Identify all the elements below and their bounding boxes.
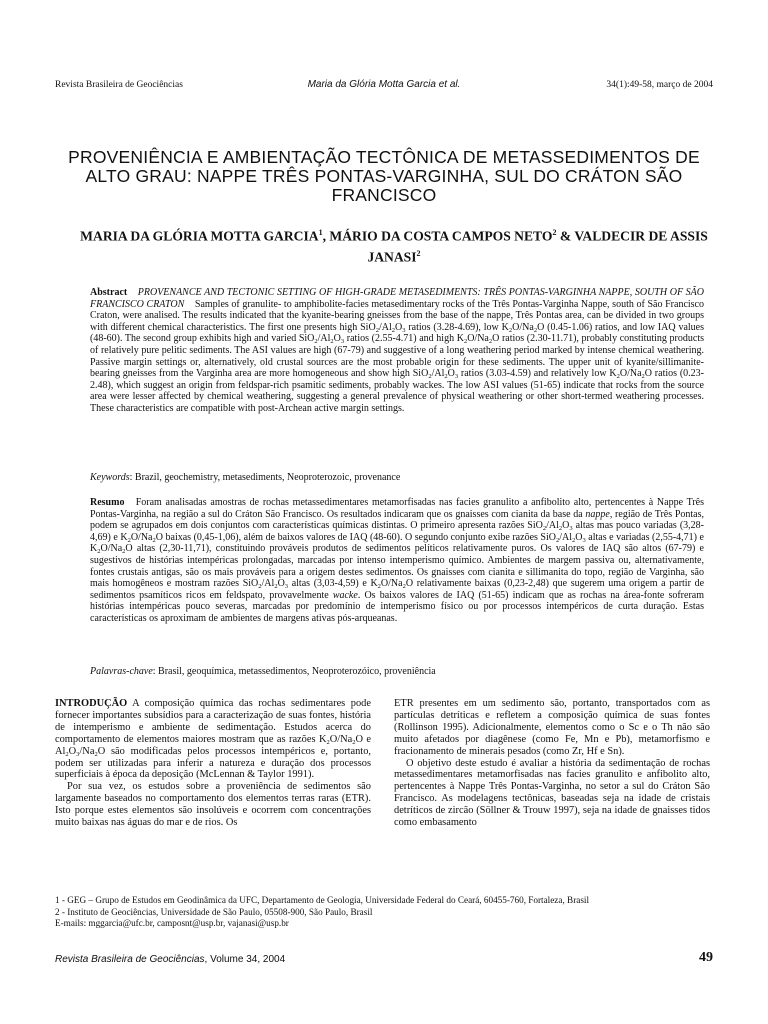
author-1: MARIA DA GLÓRIA MOTTA GARCIA: [80, 228, 319, 244]
affiliation-mark: 2: [416, 248, 421, 258]
running-authors: Maria da Glória Motta Garcia et al.: [307, 79, 461, 90]
footer-journal: Revista Brasileira de Geociências, Volume 34, 2004: [55, 954, 286, 965]
author-list: [80, 224, 708, 265]
affiliation-mark: 2: [552, 228, 557, 237]
affiliation-2: 2 - Instituto de Geociências, Universidade de São Paulo, 05508-900, São Paulo, Brasil: [55, 906, 373, 917]
palavras-text: : Brasil, geoquímica, metassedimentos, Neoproterozóico, proveniência: [152, 666, 436, 677]
body-column-left: [55, 698, 371, 829]
keywords-text: : Brazil, geochemistry, metasediments, Neoproterozoic, provenance: [129, 472, 401, 483]
running-issue: 34(1):49-58, março de 2004: [606, 80, 713, 90]
palavras-label: Palavras-chave: [90, 666, 153, 677]
page-number: 49: [699, 950, 713, 965]
abstract: Abstract PROVENANCE AND TECTONIC SETTING OF HIGH-GRADE METASEDIMENTS: TRÊS PONTAS-VARGINHA NAPPE, SOUTH OF SÃO FRANCISCO CRATON Samples of granulite- to amphibolite-facies metasedimentary rocks of the Três Pontas-Varginha Nappe, south of São Francisco Craton, were analised. The results indicated that the kyanite-bearing gneisses from the base of the nappe, Três Pontas area, can be divided in two groups with different chemical characteristics. The first one presents high $SiO_2/Al_2O_3$ ratios (3.28-4.69), low $K_2O/Na_2O$ (0.45-1.06) ratios, and low IAQ values (48-60). The second group exhibits high and varied $SiO_2/Al_2O_3$ ratios (2.55-4.71) and high $K_2O/Na_2O$ ratios (2.30-11.71), probably constituting products of relatively pure pelitic sediments. The ASI values are high (67-79) and suggestive of a long weathering period marked by intense chemical weathering. Passive margin settings or, alternatively, old crustal sources are the most probable origin for these sediments. The upper unit of kyanite/sillimanite-bearing gneisses from the Varginha area are more homogeneous and show high $SiO_2/Al_2O_3$ ratios (3.03-4.59) and relatively low $K_2O/Na_2O$ ratios (0.23-2.48), which suggest an origin from feldspar-rich psamitic sediments, probably wackes. The low ASI values (51-65) indicate that rocks from the source area were lesser affected by chemical weathering, suggesting a general prevalence of physical weathering or other short-termed weathering processes. These characteristics are compatible with post-Archean active margin settings.: [90, 287, 705, 414]
author-3: & VALDECIR DE ASSIS JANASI: [367, 228, 708, 265]
abstract-english-title: PROVENANCE AND TECTONIC SETTING OF HIGH-GRADE METASEDIMENTS: TRÊS PONTAS-VARGINHA NAPPE, SOUTH OF SÃO FRANCISCO CRATON: [90, 287, 705, 310]
keywords: [90, 472, 704, 484]
intro-paragraph: INTRODUÇÃO A composição química das rochas sedimentares pode fornecer importantes subsídios para a caracterização de suas fontes, história de intemperismo e ambiente de sedimentação. Estudos acerca do comportamento de elementos maiores mostram que as razões $K_2O/Na_2O$ e $Al_2O_3/Na_2O$ são modificadas pelos processos intempéricos e, portanto, podem ser utilizadas para inferir a natureza e duração dos processos superficiais à época da deposição (McLennan & Taylor 1991).: [55, 698, 372, 781]
palavras-chave: [90, 666, 704, 678]
affiliation-notes: [55, 895, 704, 930]
body-paragraph: Por sua vez, os estudos sobre a proveniência de sedimentos são largamente baseados no comportamento dos elementos terras raras (ETR). Isto porque estes elementos são insolúveis e ocorrem com concentrações muito baixas nas águas do mar e de rios. Os: [55, 781, 371, 829]
running-journal: Revista Brasileira de Geociências: [55, 80, 183, 90]
author-2: , MÁRIO DA COSTA CAMPOS NETO: [322, 228, 553, 244]
keywords-label: Keywords: [90, 472, 130, 483]
affiliation-mark: 1: [318, 228, 323, 237]
body-column-right: [394, 698, 710, 829]
body-paragraph: ETR presentes em um sedimento são, portanto, transportados com as partículas detríticas e refletem a composição química de suas fontes (Rollinson 1995). Adicionalmente, elementos como o Sc e o Th não são muito afetados por diagênese (como Fe, Mn e Pb), metamorfismo e fracionamento de minerais pesados (como Zr, Hf e Sn).: [394, 698, 710, 757]
affiliation-1: 1 - GEG – Grupo de Estudos em Geodinâmica da UFC, Departamento de Geologia, Universidade Federal do Ceará, 60455-760, Fortaleza, Brasil: [55, 895, 590, 905]
body-paragraph: O objetivo deste estudo é avaliar a história da sedimentação de rochas metassedimentares metamorfisadas nas facies granulito e anfibolito alto, pertencentes à Nappe Três Pontas-Varginha, no setor a sul do Cráton São Francisco. As modelagens tectônicas, baseadas seja na idade de cristais detríticos de zircão (Söllner & Trouw 1997), seja na idade de gnaisses tidos como embasamento: [394, 757, 710, 829]
resumo-label: Resumo: [90, 497, 125, 508]
paper-title: PROVENIÊNCIA E AMBIENTAÇÃO TECTÔNICA DE METASSEDIMENTOS DE ALTO GRAU: NAPPE TRÊS PONTAS-VARGINHA, SUL DO CRÁTON SÃO FRANCISCO: [68, 147, 700, 205]
author-emails: E-mails: mggarcia@ufc.br, camposnt@usp.br, vajanasi@usp.br: [55, 918, 289, 928]
resumo: Resumo Foram analisadas amostras de rochas metassedimentares metamorfisadas nas facies granulito a anfibolito alto, pertencentes à Nappe Três Pontas-Varginha, na região a sul do Cráton São Francisco. Os resultados indicaram que os gnaisses com cianita da base da nappe, região de Três Pontas, podem se agrupados em dois conjuntos com características químicas distintas. O primeiro apresenta razões $SiO_2/Al_2O_3$ altas mas pouco variadas (3,28-4,69) e $K_2O/Na_2O$ baixas (0,45-1,06), além de baixos valores de IAQ (48-60). O segundo conjunto exibe razões $SiO_2/Al_2O_3$ altas e variadas (2,55-4,71) e $K_2O/Na_2O$ altas (2,30-11,71), constituindo prováveis produtos de sedimentos pelíticos relativamente puros. Os valores de IAQ são altos (67-79) e sugestivos de histórias intempéricas prolongadas, marcadas por intenso intemperismo químico. Ambientes de margem passiva ou, alternativamente, fontes crustais antigas, são os mais prováveis para a origem destes sedimentos. Os gnaisses com cianita e sillimanita do topo, região de Varginha, são mais homogêneos e mostram razões $SiO_2/Al_2O_3$ altas (3,03-4,59) e $K_2O/Na_2O$ relativamente baixas (0,23-2,48) que sugerem uma origem a partir de sedimentos psamíticos ricos em feldspato, provavelmente wacke. Os baixos valores de IAQ (51-65) indicam que as rochas na área-fonte sofreram histórias intempéricas pouco severas, marcadas por predomínio de intemperismo físico ou por processos intempéricos de curta duração. Estas características os aproximam de ambientes de margens ativas pós-arqueanas.: [90, 497, 705, 624]
abstract-label: Abstract: [90, 287, 128, 298]
section-heading: INTRODUÇÃO: [55, 698, 128, 709]
